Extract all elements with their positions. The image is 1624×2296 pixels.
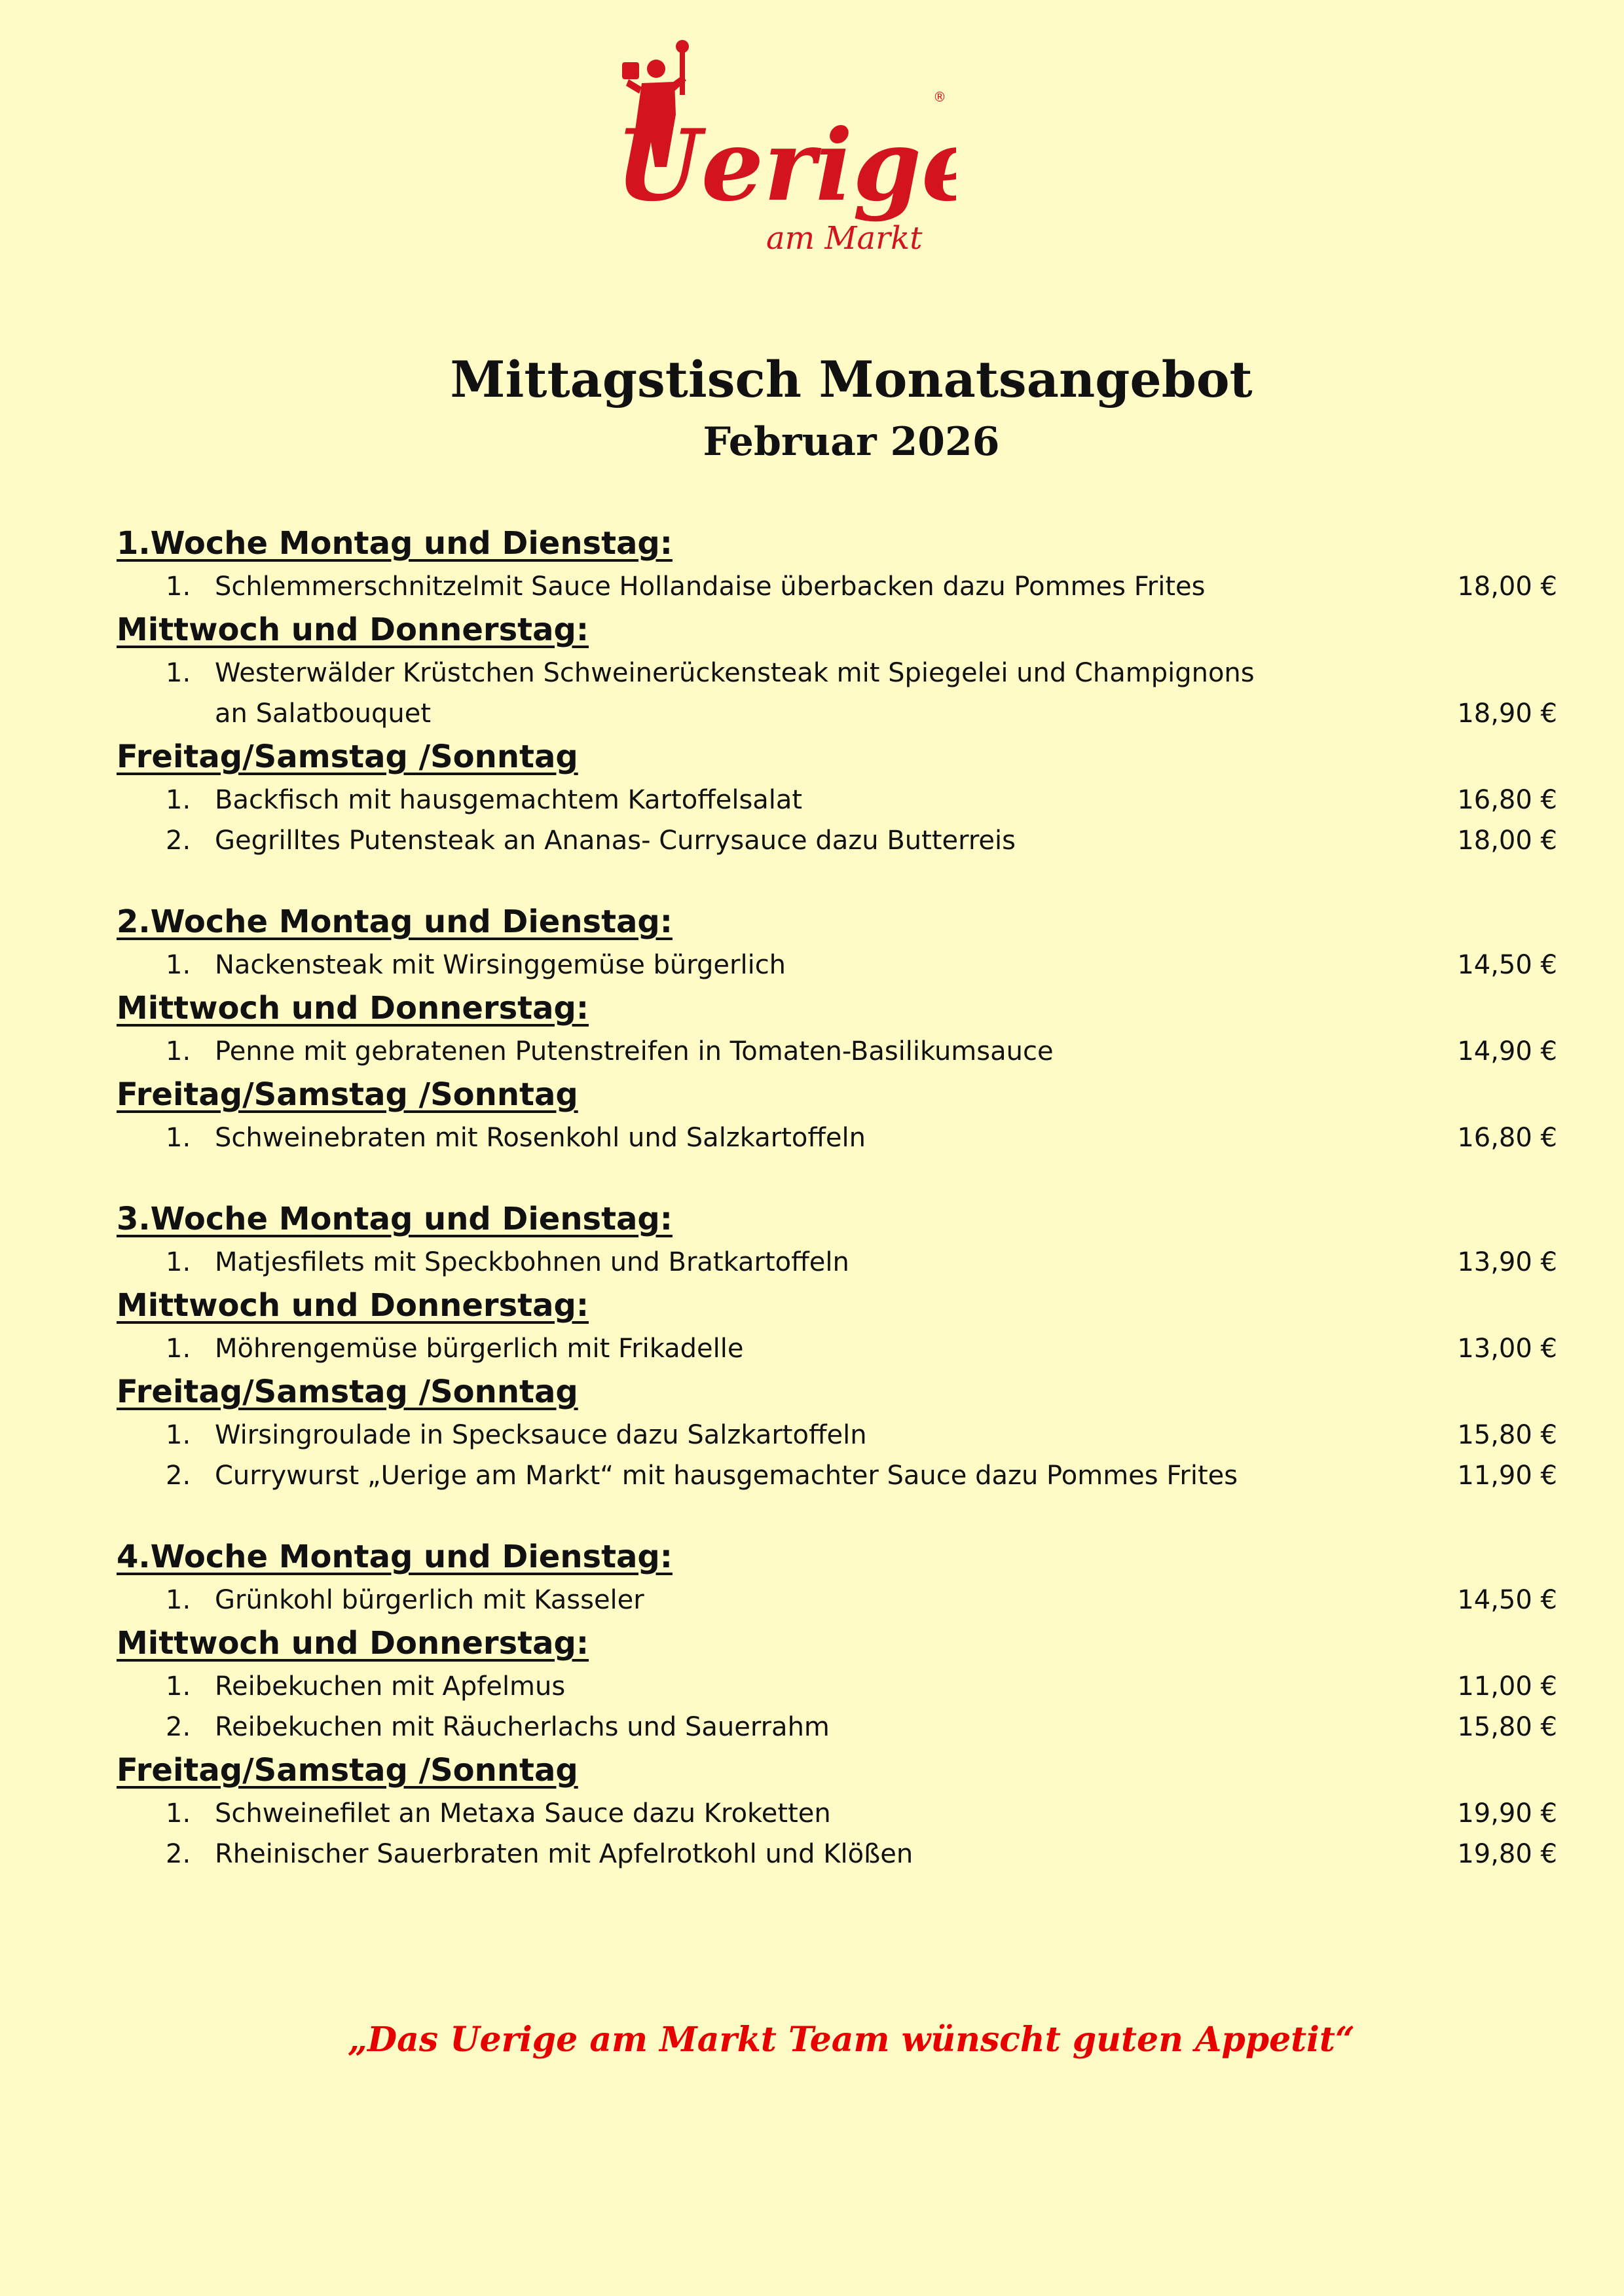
- dish-list: [117, 1666, 1557, 1747]
- dish-price: 18,90 €: [1457, 699, 1557, 729]
- dish-number: 1.: [166, 1585, 191, 1615]
- dish-item: [117, 1666, 1557, 1707]
- dish-name: Matjesfilets mit Speckbohnen und Bratkartoffeln: [215, 1247, 849, 1277]
- dish-name: Gegrilltes Putensteak an Ananas- Currysauce dazu Butterreis: [215, 826, 1016, 856]
- dish-number: 1.: [166, 950, 191, 980]
- dish-list: [117, 945, 1557, 985]
- dish-name: Schlemmerschnitzelmit Sauce Hollandaise überbacken dazu Pommes Frites: [215, 572, 1206, 602]
- dish-price: 14,50 €: [1457, 1585, 1557, 1615]
- dish-price: 14,90 €: [1457, 1036, 1557, 1066]
- dish-list: [117, 1793, 1557, 1874]
- dish-price: 14,50 €: [1457, 950, 1557, 980]
- brand-wordmark: Uerige: [616, 108, 956, 223]
- dish-item: [117, 945, 1557, 985]
- dish-number: 1.: [166, 1798, 191, 1829]
- dish-price: 11,90 €: [1457, 1461, 1557, 1491]
- dish-name: Currywurst „Uerige am Markt“ mit hausgemachter Sauce dazu Pommes Frites: [215, 1461, 1238, 1491]
- dish-price: 15,80 €: [1457, 1420, 1557, 1450]
- section-heading: Freitag/Samstag /Sonntag: [117, 1752, 578, 1789]
- dish-number: 1.: [166, 1334, 191, 1364]
- dish-list: [117, 780, 1557, 861]
- dish-item: [117, 1118, 1557, 1158]
- dish-number: 1.: [166, 572, 191, 602]
- dish-name: Möhrengemüse bürgerlich mit Frikadelle: [215, 1334, 744, 1364]
- dish-item: [117, 780, 1557, 820]
- dish-number: 2.: [166, 1839, 191, 1869]
- dish-number: 1.: [166, 658, 191, 688]
- dish-item: [117, 1834, 1557, 1874]
- dish-item: [117, 1580, 1557, 1620]
- dish-price: 13,00 €: [1457, 1334, 1557, 1364]
- dish-number: 1.: [166, 1247, 191, 1277]
- page-subtitle: Februar 2026: [703, 419, 1000, 465]
- dish-list: [117, 1031, 1557, 1072]
- dish-number: 1.: [166, 1036, 191, 1066]
- section-heading: Freitag/Samstag /Sonntag: [117, 738, 578, 775]
- section-heading: 1.Woche Montag und Dienstag:: [117, 525, 673, 562]
- dish-list: [117, 1415, 1557, 1496]
- brand-tagline: am Markt: [766, 220, 923, 257]
- dish-name: Schweinebraten mit Rosenkohl und Salzkartoffeln: [215, 1123, 866, 1153]
- dish-name-continued: an Salatbouquet: [215, 699, 432, 729]
- dish-number: 2.: [166, 1461, 191, 1491]
- menu: [117, 520, 1557, 1912]
- dish-number: 2.: [166, 1712, 191, 1742]
- dish-name: Backfisch mit hausgemachtem Kartoffelsalat: [215, 785, 803, 815]
- dish-item: [117, 1328, 1557, 1369]
- dish-name: Grünkohl bürgerlich mit Kasseler: [215, 1585, 644, 1615]
- section-heading: 3.Woche Montag und Dienstag:: [117, 1201, 673, 1237]
- dish-price: 19,80 €: [1457, 1839, 1557, 1869]
- dish-name: Rheinischer Sauerbraten mit Apfelrotkohl und Klößen: [215, 1839, 913, 1869]
- dish-name: Wirsingroulade in Specksauce dazu Salzkartoffeln: [215, 1420, 867, 1450]
- dish-list: [117, 566, 1557, 607]
- dish-list: [117, 653, 1557, 734]
- dish-item: [117, 820, 1557, 861]
- dish-item: [117, 566, 1557, 607]
- week-block: [117, 1534, 1557, 1874]
- section-heading: 4.Woche Montag und Dienstag:: [117, 1539, 673, 1575]
- section-heading: Mittwoch und Donnerstag:: [117, 1625, 589, 1662]
- dish-price: 15,80 €: [1457, 1712, 1557, 1742]
- dish-price: 16,80 €: [1457, 785, 1557, 815]
- dish-name: Reibekuchen mit Räucherlachs und Sauerrahm: [215, 1712, 830, 1742]
- dish-item: [117, 1415, 1557, 1455]
- dish-list: [117, 1580, 1557, 1620]
- week-block: [117, 1196, 1557, 1496]
- dish-item: [117, 1455, 1557, 1496]
- section-heading: Freitag/Samstag /Sonntag: [117, 1076, 578, 1113]
- dish-number: 1.: [166, 785, 191, 815]
- dish-name: Reibekuchen mit Apfelmus: [215, 1671, 566, 1702]
- section-heading: Mittwoch und Donnerstag:: [117, 990, 589, 1027]
- dish-name: Schweinefilet an Metaxa Sauce dazu Kroketten: [215, 1798, 831, 1829]
- dish-number: 1.: [166, 1671, 191, 1702]
- dish-price: 18,00 €: [1457, 572, 1557, 602]
- dish-item: [117, 1242, 1557, 1283]
- dish-price: 18,00 €: [1457, 826, 1557, 856]
- dish-number: 1.: [166, 1420, 191, 1450]
- dish-item: [117, 1031, 1557, 1072]
- footer-greeting: „Das Uerige am Markt Team wünscht guten Appetit“: [348, 2020, 1355, 2060]
- dish-price: 11,00 €: [1457, 1671, 1557, 1702]
- dish-price: 16,80 €: [1457, 1123, 1557, 1153]
- dish-item: [117, 1793, 1557, 1834]
- week-block: [117, 520, 1557, 861]
- section-heading: Mittwoch und Donnerstag:: [117, 1287, 589, 1324]
- dish-item: [117, 653, 1557, 734]
- dish-name: Penne mit gebratenen Putenstreifen in Tomaten-Basilikumsauce: [215, 1036, 1054, 1066]
- dish-number: 2.: [166, 826, 191, 856]
- dish-name: Nackensteak mit Wirsinggemüse bürgerlich: [215, 950, 786, 980]
- section-heading: Mittwoch und Donnerstag:: [117, 611, 589, 648]
- dish-list: [117, 1118, 1557, 1158]
- dish-list: [117, 1328, 1557, 1369]
- logo: [602, 36, 956, 272]
- dish-item: [117, 1707, 1557, 1747]
- dish-name: Westerwälder Krüstchen Schweinerückensteak mit Spiegelei und Champignons: [215, 658, 1255, 688]
- dish-number: 1.: [166, 1123, 191, 1153]
- week-block: [117, 899, 1557, 1158]
- registered-mark: ®: [933, 89, 946, 105]
- page-title: Mittagstisch Monatsangebot: [450, 350, 1253, 409]
- dish-list: [117, 1242, 1557, 1283]
- section-heading: Freitag/Samstag /Sonntag: [117, 1374, 578, 1410]
- section-heading: 2.Woche Montag und Dienstag:: [117, 903, 673, 940]
- dish-price: 13,90 €: [1457, 1247, 1557, 1277]
- dish-price: 19,90 €: [1457, 1798, 1557, 1829]
